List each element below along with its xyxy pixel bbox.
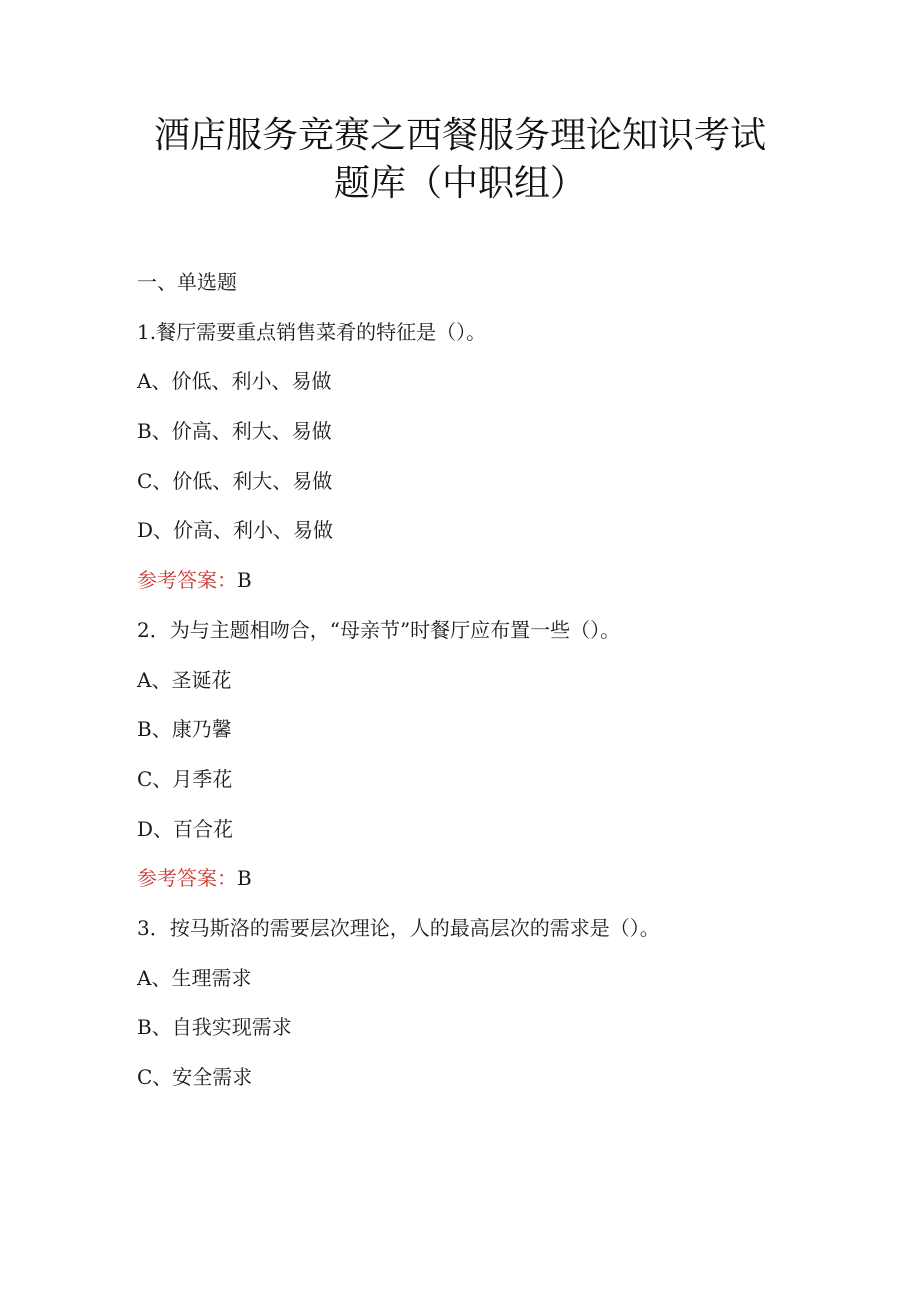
option: A、生理需求 [137,965,252,990]
document-title [100,112,820,208]
option: D、百合花 [137,816,234,841]
question-list [137,265,837,1110]
section-heading: 一、单选题 [137,270,237,294]
answer-value: B [237,568,252,593]
answer-line [137,861,837,911]
option: C、价低、利大、易做 [137,468,333,493]
title-line-2: 题库（中职组） [333,163,586,204]
option: C、月季花 [137,766,233,791]
option: C、安全需求 [137,1065,253,1089]
answer-label: 参考答案： [137,568,237,593]
question-stem: 1.餐厅需要重点销售菜肴的特征是（）。 [137,319,487,344]
option: A、价低、利小、易做 [137,369,332,394]
answer-line [137,563,837,613]
option: B、自我实现需求 [137,1015,292,1040]
answer-value: B [237,866,252,891]
title-line-1: 酒店服务竞赛之西餐服务理论知识考试 [153,115,766,156]
option: D、价高、利小、易做 [137,518,334,543]
option: B、价高、利大、易做 [137,419,332,444]
question-stem: 3．按马斯洛的需要层次理论，人的最高层次的需求是（）。 [137,915,660,940]
question-stem: 2．为与主题相吻合，“母亲节”时餐厅应布置一些（）。 [137,617,621,642]
answer-label: 参考答案： [137,866,237,891]
option: A、圣诞花 [137,667,232,692]
option: B、康乃馨 [137,717,232,742]
